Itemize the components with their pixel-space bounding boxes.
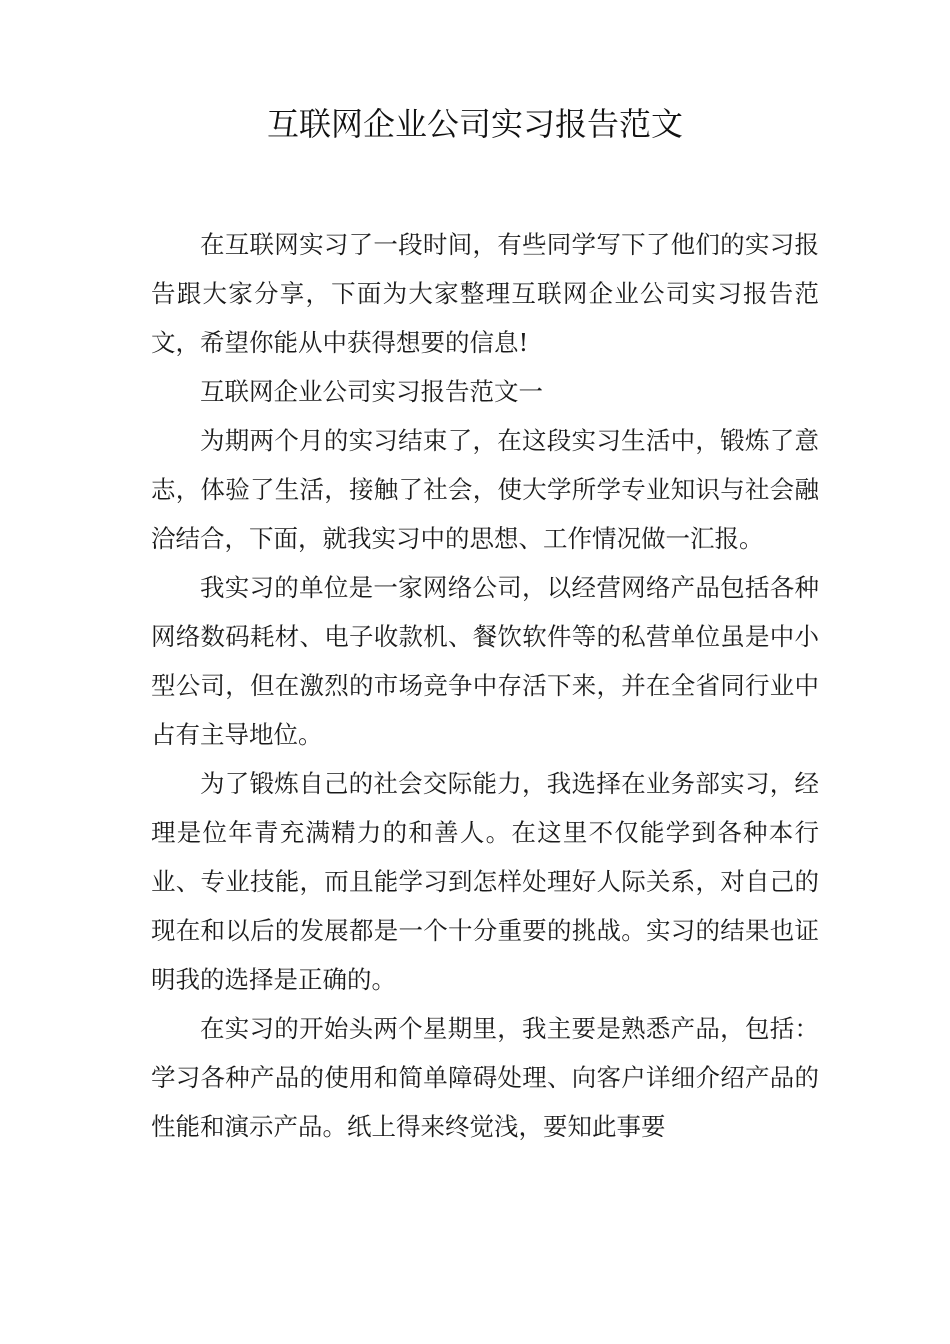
paragraph-intro: 在互联网实习了一段时间，有些同学写下了他们的实习报告跟大家分享，下面为大家整理互联网企业公司实习报告范文，希望你能从中获得想要的信息! (151, 230, 819, 357)
paragraph-1: 为期两个月的实习结束了，在这段实习生活中，锻炼了意志，体验了生活，接触了社会，使大学所学专业知识与社会融洽结合，下面，就我实习中的思想、工作情况做一汇报。 (151, 426, 819, 553)
document-title: 互联网企业公司实习报告范文 (266, 105, 683, 143)
paragraph-4: 在实习的开始头两个星期里，我主要是熟悉产品，包括：学习各种产品的使用和简单障碍处理、向客户详细介绍产品的性能和演示产品。纸上得来终觉浅，要知此事要 (151, 1014, 819, 1141)
paragraph-2: 我实习的单位是一家网络公司，以经营网络产品包括各种网络数码耗材、电子收款机、餐饮软件等的私营单位虽是中小型公司，但在激烈的市场竞争中存活下来，并在全省同行业中占有主导地位。 (151, 573, 819, 749)
paragraph-3: 为了锻炼自己的社会交际能力，我选择在业务部实习，经理是位年青充满精力的和善人。在这里不仅能学到各种本行业、专业技能，而且能学习到怎样处理好人际关系，对自己的现在和以后的发展都是一个十分重要的挑战。实习的结果也证明我的选择是正确的。 (151, 769, 819, 994)
document-body (151, 220, 819, 1151)
section-heading: 互联网企业公司实习报告范文一 (200, 377, 543, 406)
